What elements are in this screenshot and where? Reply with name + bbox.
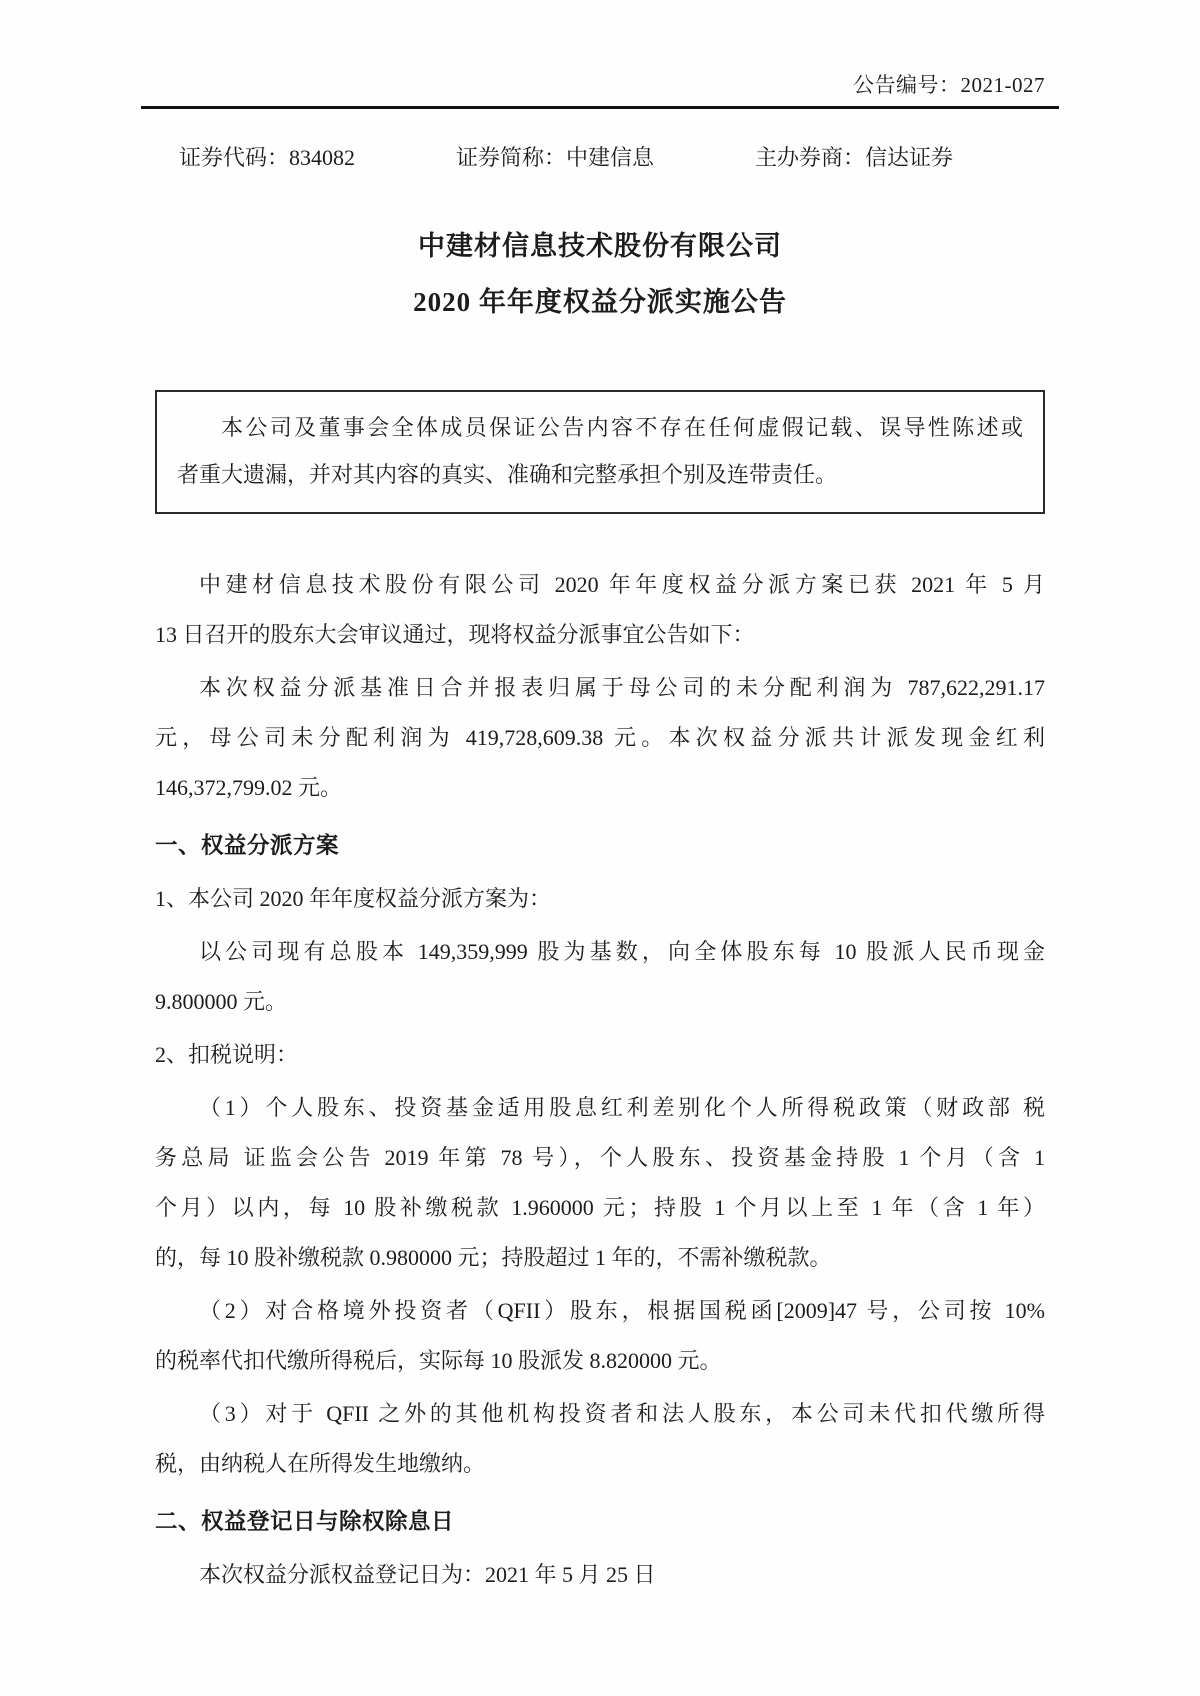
paragraph-line: 本次权益分派基准日合并报表归属于母公司的未分配利润为 787,622,291.17 (199, 675, 1045, 700)
paragraph (155, 927, 1045, 1027)
paragraph-line: 中建材信息技术股份有限公司 2020 年年度权益分派方案已获 2021 年 5 月 (199, 572, 1045, 597)
section-heading (155, 1497, 1045, 1547)
disclaimer-box (155, 390, 1045, 514)
paragraph-line: 的税率代扣代缴所得税后，实际每 10 股派发 8.820000 元。 (155, 1348, 722, 1373)
paragraph-line: 一、权益分派方案 (155, 833, 340, 858)
paragraph-line: 元，母公司未分配利润为 419,728,609.38 元。本次权益分派共计派发现金红利 (155, 725, 1045, 750)
disclaimer-line: 者重大遗漏，并对其内容的真实、准确和完整承担个别及连带责任。 (177, 462, 838, 487)
header-rule-divider (141, 106, 1059, 109)
paragraph (155, 1030, 1045, 1080)
paragraph-line: （2）对合格境外投资者（QFII）股东，根据国税函[2009]47 号，公司按 10% (199, 1298, 1045, 1323)
announcement-number: 公告编号：2021-027 (853, 73, 1045, 97)
paragraph-line: （3）对于 QFII 之外的其他机构投资者和法人股东，本公司未代扣代缴所得 (199, 1401, 1045, 1426)
paragraph (155, 663, 1045, 813)
paragraph (155, 1286, 1045, 1386)
paragraph-line: 务总局 证监会公告 2019 年第 78 号），个人股东、投资基金持股 1 个月（含 1 (155, 1145, 1045, 1170)
paragraph (155, 1083, 1045, 1283)
document-body (155, 560, 1045, 1600)
company-title: 中建材信息技术股份有限公司 (418, 231, 782, 261)
sponsor-broker: 主办券商：信达证券 (754, 145, 953, 170)
paragraph-line: （1）个人股东、投资基金适用股息红利差别化个人所得税政策（财政部 税 (199, 1095, 1045, 1120)
paragraph-line: 1、本公司 2020 年年度权益分派方案为： (155, 886, 552, 911)
securities-code: 证券代码：834082 (179, 145, 356, 170)
paragraph-line: 个月）以内，每 10 股补缴税款 1.960000 元；持股 1 个月以上至 1 年（含 1 年） (155, 1195, 1045, 1220)
paragraph (155, 1550, 1045, 1600)
paragraph (155, 874, 1045, 924)
paragraph-line: 税，由纳税人在所得发生地缴纳。 (155, 1451, 486, 1476)
paragraph-line: 13 日召开的股东大会审议通过，现将权益分派事宜公告如下： (155, 622, 755, 647)
paragraph-line: 2、扣税说明： (155, 1042, 299, 1067)
paragraph-line: 以公司现有总股本 149,359,999 股为基数，向全体股东每 10 股派人民币现金 (199, 939, 1045, 964)
securities-abbreviation: 证券简称：中建信息 (455, 145, 654, 170)
paragraph-line: 146,372,799.02 元。 (155, 775, 343, 800)
paragraph-line: 本次权益分派权益登记日为：2021 年 5 月 25 日 (199, 1562, 656, 1587)
paragraph (155, 560, 1045, 660)
disclaimer-line: 本公司及董事会全体成员保证公告内容不存在任何虚假记载、误导性陈述或 (221, 415, 1023, 440)
paragraph-line: 二、权益登记日与除权除息日 (155, 1509, 455, 1534)
paragraph-line: 9.800000 元。 (155, 989, 288, 1014)
title-block (155, 218, 1045, 330)
announcement-title: 2020 年年度权益分派实施公告 (413, 287, 787, 317)
document-content (155, 0, 1045, 1600)
paragraph (155, 1389, 1045, 1489)
paragraph-line: 的，每 10 股补缴税款 0.980000 元；持股超过 1 年的，不需补缴税款。 (155, 1245, 832, 1270)
securities-header-row (155, 141, 1045, 172)
section-heading (155, 821, 1045, 871)
